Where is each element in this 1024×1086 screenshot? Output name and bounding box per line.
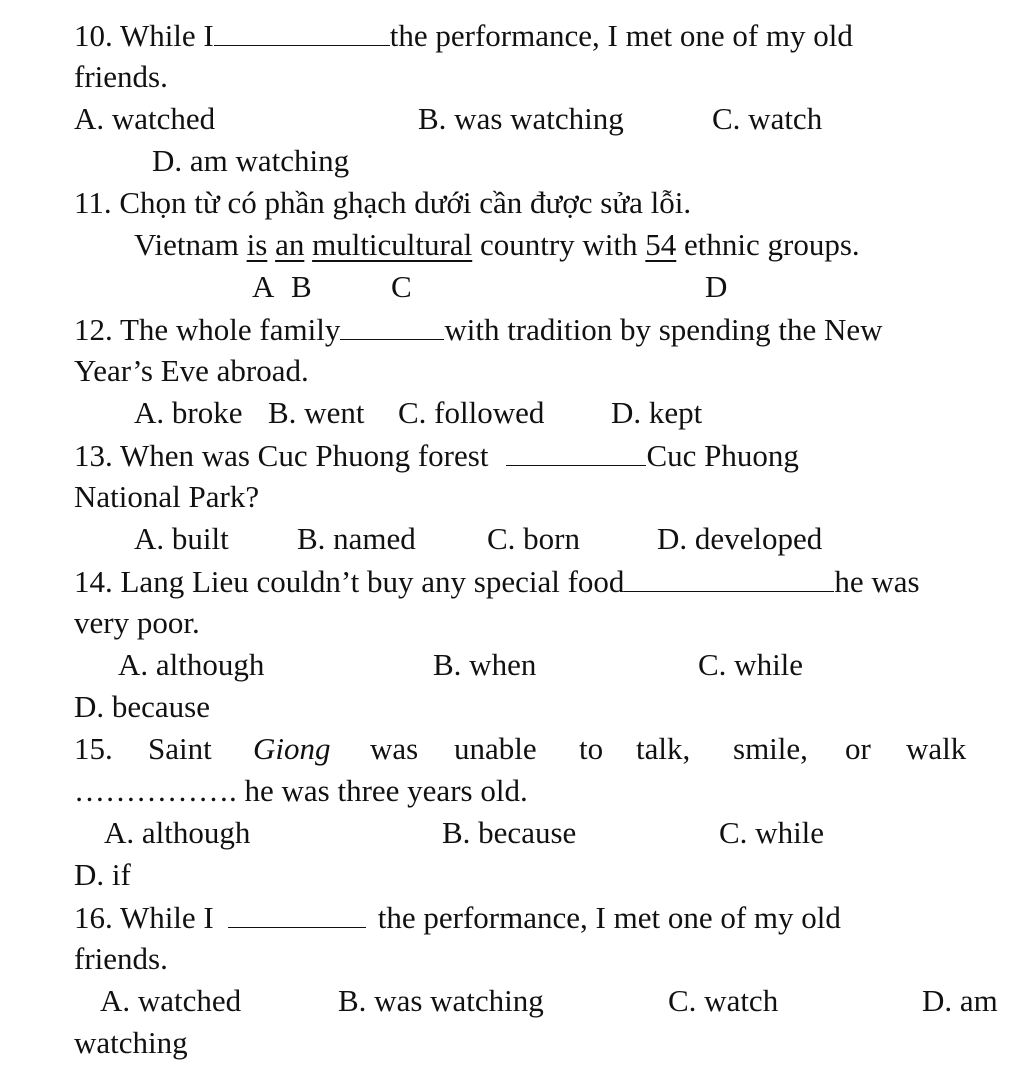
q11-prompt: 11. Chọn từ có phần ghạch dưới cần được sửa lỗi. [74, 185, 692, 220]
q10-blank [214, 14, 390, 46]
q14-stem-rest: he was [834, 564, 920, 599]
q11-underlined-c: multicultural [312, 227, 473, 262]
q14-option-a: A. although [118, 647, 265, 682]
q11-word-country: country with [479, 227, 638, 262]
q16-option-d: D. am [922, 983, 998, 1018]
q13-option-b: B. named [297, 521, 416, 556]
q14-stem-line2: very poor. [74, 605, 200, 640]
q12-blank [340, 308, 444, 340]
q11-underlined-a: is [246, 227, 268, 262]
q15-word-or: or [845, 731, 871, 766]
q16-option-c: C. watch [668, 983, 779, 1018]
q11-label-b: B [291, 269, 312, 304]
q11-word-ethnic: ethnic groups. [684, 227, 860, 262]
q16-option-b: B. was watching [338, 983, 544, 1018]
q15-stem-line2 [74, 770, 528, 812]
q12-stem-line2: Year’s Eve abroad. [74, 353, 309, 388]
q15-word-unable: unable [454, 731, 537, 766]
q12-option-a: A. broke [134, 395, 243, 430]
q16-option-a: A. watched [100, 983, 242, 1018]
q12-option-b: B. went [268, 395, 365, 430]
q15-option-d: D. if [74, 857, 131, 892]
q13-stem-line2: National Park? [74, 479, 260, 514]
q15-word-to: to [579, 731, 604, 766]
q11-word-vietnam: Vietnam [134, 227, 239, 262]
q13-option-a: A. built [134, 521, 229, 556]
q11-label-d: D [705, 269, 728, 304]
q11-label-c: C [391, 269, 412, 304]
q12-stem-lead: 12. The whole family [74, 312, 341, 347]
q11-label-a: A [252, 269, 275, 304]
q15-word-was: was [370, 731, 419, 766]
q10-stem [74, 14, 853, 57]
q10-option-c: C. watch [712, 101, 823, 136]
q14-stem [74, 560, 920, 603]
q13-option-c: C. born [487, 521, 580, 556]
q16-stem-rest: the performance, I met one of my old [377, 900, 841, 935]
q14-option-b: B. when [433, 647, 537, 682]
q15-word-talk: talk, [636, 731, 691, 766]
q10-option-d: D. am watching [152, 143, 350, 178]
q14-option-d: D. because [74, 689, 210, 724]
q13-option-d: D. developed [657, 521, 823, 556]
q13-stem-rest: Cuc Phuong [646, 438, 799, 473]
q15-stem-line2-text: he was three years old. [244, 773, 528, 808]
q14-option-c: C. while [698, 647, 804, 682]
q16-stem-line2: friends. [74, 941, 168, 976]
q12-option-c: C. followed [398, 395, 545, 430]
q16-option-d-continued: watching [74, 1025, 188, 1060]
q10-option-a: A. watched [74, 101, 216, 136]
q13-stem [74, 434, 799, 477]
q11-underlined-b: an [275, 227, 305, 262]
q10-stem-rest: the performance, I met one of my old [389, 18, 853, 53]
q15-word-smile: smile, [733, 731, 808, 766]
q10-stem-lead: 10. While I [74, 18, 214, 53]
q15-word-walk: walk [906, 731, 967, 766]
q12-stem [74, 308, 883, 351]
q14-stem-lead: 14. Lang Lieu couldn’t buy any special food [74, 564, 625, 599]
q10-stem-line2: friends. [74, 59, 168, 94]
q15-option-a: A. although [104, 815, 251, 850]
q13-stem-lead: 13. When was Cuc Phuong forest [74, 438, 489, 473]
q14-blank [624, 560, 834, 592]
q15-word-number: 15. [74, 731, 113, 766]
q16-blank [228, 896, 366, 928]
q12-stem-rest: with tradition by spending the New [444, 312, 883, 347]
q16-stem [74, 896, 841, 939]
q15-option-c: C. while [719, 815, 825, 850]
q11-underlined-d: 54 [645, 227, 677, 262]
q15-option-b: B. because [442, 815, 577, 850]
q12-option-d: D. kept [611, 395, 703, 430]
q13-blank [506, 434, 646, 466]
q16-stem-lead: 16. While I [74, 900, 214, 935]
q15-word-giong: Giong [253, 731, 331, 766]
q10-option-b: B. was watching [418, 101, 624, 136]
q15-word-saint: Saint [148, 731, 212, 766]
q11-sentence [134, 224, 860, 266]
q15-blank-dots: ……………. [74, 773, 237, 808]
